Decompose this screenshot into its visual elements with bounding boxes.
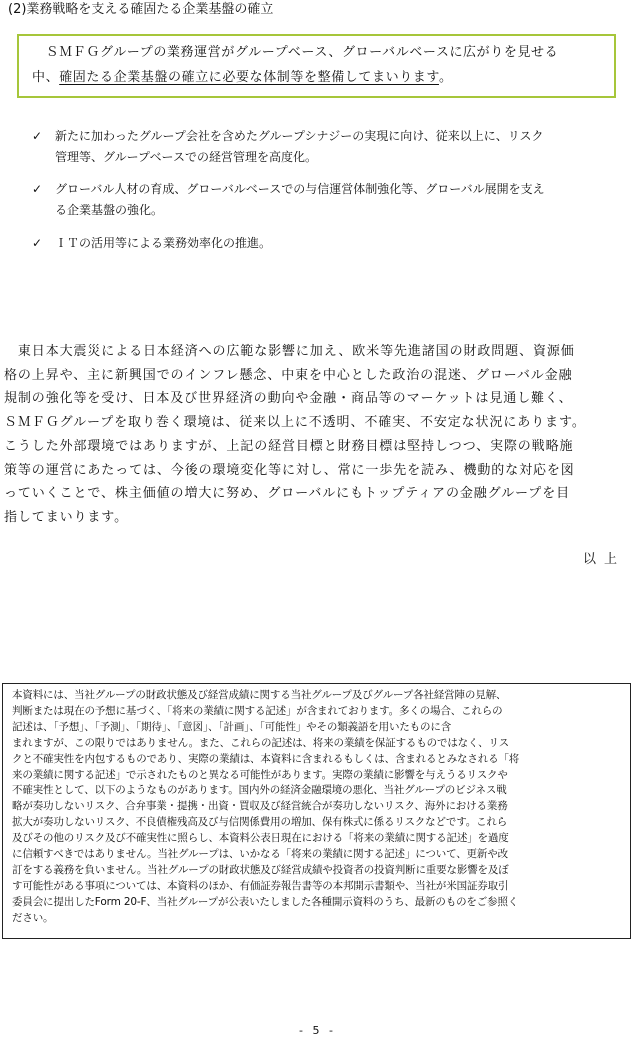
body-line: こうした外部環境ではありますが、上記の経営目標と財務目標は堅持しつつ、実際の戦略施	[4, 438, 574, 454]
disclaimer-line: 判断または現在の予想に基づく、「将来の業績に関する記述」が含まれております。多くの場合、これらの	[12, 704, 503, 717]
disclaimer-line: 来の業績に関する記述」で示されたものと異なる可能性があります。実際の業績に影響を与えうるリスクや	[12, 768, 508, 781]
highlight-box	[17, 34, 616, 98]
disclaimer-line: 記述は、「予想」、「予測」、「期待」、「意図」、「計画」、「可能性」やその類義語を用いたものに含	[12, 720, 452, 733]
checkmark-icon: ✓	[32, 182, 43, 196]
body-line: っていくことで、株主価値の増大に努め、グローバルにもトップティアの金融グループを目	[4, 486, 571, 502]
highlight-prefix: 中、	[32, 70, 60, 85]
disclaimer-line: 訂をする義務を負いません。当社グループの財政状態及び経営成績や投資者の投資判断に重要な影響を及ぼ	[12, 863, 509, 876]
highlight-suffix: 。	[438, 70, 453, 85]
checkmark-icon: ✓	[32, 129, 43, 143]
bullet-item-3	[55, 235, 630, 251]
disclaimer-line: 拡大が奏功しないリスク、不良債権残高及び与信関係費用の増加、保有株式に係るリスクなどです。これら	[12, 816, 508, 829]
bullet-item-2-line-1: グローバル人材の育成、グローバルベースでの与信運営体制強化等、グローバル展開を支え	[55, 182, 545, 196]
disclaimer-box	[2, 683, 631, 939]
bullet-item-1	[55, 128, 630, 165]
checkmark-icon: ✓	[32, 236, 43, 250]
disclaimer-line: 本資料には、当社グループの財政状態及び経営成績に関する当社グループ及びグループ各社経営陣の見解、	[12, 689, 507, 701]
closing-mark: 以上	[583, 552, 626, 567]
bullet-item-2-line-2: る企業基盤の強化。	[55, 203, 164, 217]
section-heading: (2)業務戦略を支える確固たる企業基盤の確立	[8, 2, 274, 17]
page-number: - 5 -	[299, 1024, 336, 1037]
highlight-line-1: ＳＭＦＧグループの業務運営がグループベース、グローバルベースに広がりを見せる	[32, 45, 559, 60]
disclaimer-line: 委員会に提出したForm 20-F、当社グループが公表いたしました各種開示資料のうち、最新のものをご参照く	[12, 895, 519, 908]
body-line: 策等の運営にあたっては、今後の環境変化等に対し、常に一歩先を読み、機動的な対応を図	[4, 462, 575, 478]
disclaimer-line: ださい。	[12, 911, 54, 924]
disclaimer-line: クと不確実性を内包するものであり、実際の業績は、本資料に含まれるもしくは、含まれるとみなされる「将	[12, 752, 520, 765]
disclaimer-line: 不確実性として、以下のようなものがあります。国内外の経済金融環境の悪化、当社グループのビジネス戦	[12, 784, 507, 797]
disclaimer-line: 略が奏功しないリスク、合弁事業・提携・出資・買収及び経営統合が奏功しないリスク、海外における業務	[12, 800, 508, 813]
bullet-item-1-line-2: 管理等、グループベースでの経営管理を高度化。	[55, 150, 317, 164]
bullet-item-3-line-1: ＩＴの活用等による業務効率化の推進。	[55, 236, 272, 250]
bullet-item-2	[55, 181, 630, 218]
disclaimer-line: す可能性がある事項については、本資料のほか、有価証券報告書等の本邦開示書類や、当社が米国証券取引	[12, 879, 509, 892]
disclaimer-line: まれますが、この限りではありません。また、これらの記述は、将来の業績を保証するものではなく、リス	[12, 736, 510, 749]
highlight-underlined-text: 確固たる企業基盤の確立に必要な体制等を整備してまいります	[59, 70, 439, 85]
body-line: 規制の強化等を受け、日本及び世界経済の動向や金融・商品等のマーケットは見通し難く、	[4, 391, 573, 407]
highlight-line-2	[32, 70, 453, 86]
body-paragraph	[4, 340, 632, 530]
bullet-item-1-line-1: 新たに加わったグループ会社を含めたグループシナジーの実現に向け、従来以上に、リスク	[55, 129, 544, 143]
body-line: 東日本大震災による日本経済への広範な影響に加え、欧米等先進諸国の財政問題、資源価	[4, 344, 575, 359]
disclaimer-line: に信頼すべきではありません。当社グループは、いかなる「将来の業績に関する記述」について、更新や改	[12, 848, 508, 861]
body-line: 指してまいります。	[4, 509, 129, 525]
body-line: 格の上昇や、主に新興国でのインフレ懸念、中東を中心とした政治の混迷、グローバル金融	[4, 367, 573, 383]
body-line: ＳＭＦＧグループを取り巻く環境は、従来以上に不透明、不確実、不安定な状況にあります。	[4, 415, 586, 431]
disclaimer-line: 及びその他のリスク及び不確実性に照らし、本資料公表日現在における「将来の業績に関する記述」を過度	[12, 832, 509, 845]
